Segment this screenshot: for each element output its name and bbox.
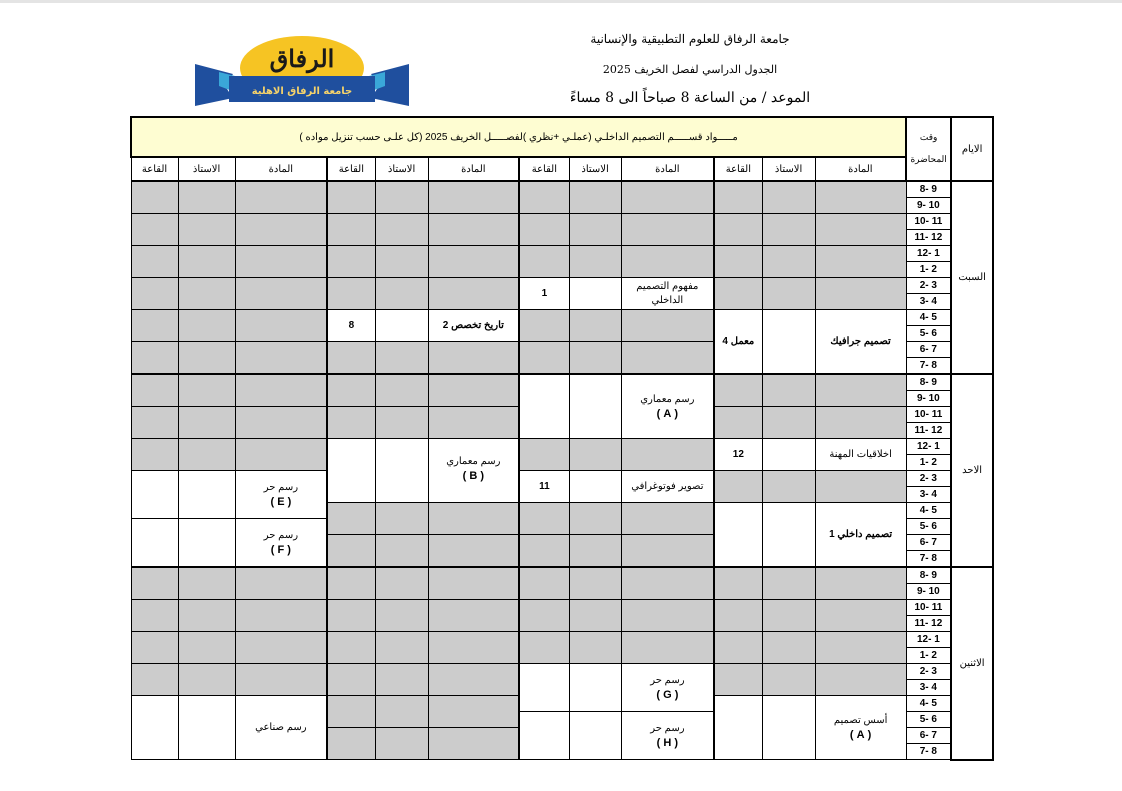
empty-cell (327, 632, 375, 664)
empty-cell (375, 407, 428, 439)
time-slot: 12 -11 (906, 423, 951, 439)
g1-subject-header: المادة (815, 157, 906, 181)
empty-cell (621, 632, 714, 664)
course-subject: تصميم داخلي 1 (815, 503, 906, 568)
empty-cell (327, 503, 375, 535)
course-teacher (569, 712, 621, 760)
course-room: معمل 4 (714, 310, 762, 375)
empty-cell (375, 503, 428, 535)
subject-name: رسم حر (650, 722, 685, 734)
course-room (131, 471, 178, 519)
course-teacher (569, 664, 621, 712)
section-label: ( B ) (462, 470, 485, 482)
time-slot: 11 -10 (906, 600, 951, 616)
time-slot: 1 -12 (906, 246, 951, 262)
empty-cell (375, 728, 428, 760)
table-title: مـــــواد قســـــم التصميم الداخلـي (عملـي +نظري )لفصـــــل الخريف 2025 (كل علـى حسب تنزيل مواده ) (131, 117, 906, 157)
days-column-header: الايام (951, 117, 993, 181)
empty-cell (621, 310, 714, 342)
logo-subtitle: جامعة الرفاق الاهلية (251, 86, 353, 97)
g3-subject-header: المادة (428, 157, 519, 181)
course-teacher (762, 310, 815, 375)
empty-cell (428, 374, 519, 407)
empty-cell (762, 600, 815, 632)
empty-cell (131, 374, 178, 407)
empty-cell (762, 407, 815, 439)
logo-title: الرفاق (269, 44, 335, 73)
empty-cell (428, 535, 519, 568)
course-subject: مفهوم التصميم الداخلي (621, 278, 714, 310)
course-teacher (762, 503, 815, 568)
empty-cell (519, 439, 569, 471)
course-subject: تصوير فوتوغرافي (621, 471, 714, 503)
g4-subject-header: المادة (235, 157, 327, 181)
empty-cell (131, 214, 178, 246)
subject-name: أسس تصميم (833, 714, 888, 726)
empty-cell (519, 600, 569, 632)
empty-cell (428, 632, 519, 664)
course-subject (621, 664, 714, 712)
course-room (131, 696, 178, 760)
empty-cell (519, 246, 569, 278)
time-slot: 10 -9 (906, 198, 951, 214)
empty-cell (714, 374, 762, 407)
course-subject (815, 696, 906, 760)
time-slot: 2 -1 (906, 648, 951, 664)
time-slot: 9 -8 (906, 374, 951, 391)
time-slot: 9 -8 (906, 567, 951, 584)
time-slot: 5 -4 (906, 503, 951, 519)
empty-cell (714, 214, 762, 246)
schedule-title: الجدول الدراسي لفصل الخريف 2025 (602, 63, 778, 76)
empty-cell (235, 214, 327, 246)
empty-cell (815, 246, 906, 278)
course-subject: اخلاقيات المهنة (815, 439, 906, 471)
empty-cell (714, 278, 762, 310)
empty-cell (235, 342, 327, 375)
subject-name: رسم حر (650, 674, 685, 686)
empty-cell (178, 632, 235, 664)
time-slot: 6 -5 (906, 712, 951, 728)
empty-cell (178, 439, 235, 471)
empty-cell (428, 728, 519, 760)
course-room (714, 503, 762, 568)
course-subject (621, 712, 714, 760)
empty-cell (375, 632, 428, 664)
empty-cell (519, 214, 569, 246)
subject-name: رسم معماري (640, 393, 695, 405)
empty-cell (428, 407, 519, 439)
time-slot: 10 -9 (906, 391, 951, 407)
empty-cell (327, 600, 375, 632)
empty-cell (375, 535, 428, 568)
course-subject: رسم صناعي (235, 696, 327, 760)
empty-cell (519, 342, 569, 375)
empty-cell (762, 181, 815, 214)
university-name: جامعة الرفاق للعلوم التطبيقية والإنسانية (590, 32, 790, 46)
empty-cell (327, 342, 375, 375)
time-slot: 1 -12 (906, 439, 951, 455)
empty-cell (327, 696, 375, 728)
empty-cell (327, 407, 375, 439)
empty-cell (327, 664, 375, 696)
empty-cell (714, 246, 762, 278)
course-teacher (569, 374, 621, 439)
empty-cell (762, 471, 815, 503)
course-room: 11 (519, 471, 569, 503)
empty-cell (519, 181, 569, 214)
course-teacher (178, 519, 235, 568)
empty-cell (714, 600, 762, 632)
section-label: ( A ) (849, 728, 872, 741)
time-slot: 4 -3 (906, 680, 951, 696)
empty-cell (428, 696, 519, 728)
empty-cell (131, 246, 178, 278)
empty-cell (621, 181, 714, 214)
empty-cell (235, 181, 327, 214)
empty-cell (327, 278, 375, 310)
course-teacher (375, 310, 428, 342)
empty-cell (762, 374, 815, 407)
time-slot: 2 -1 (906, 455, 951, 471)
empty-cell (178, 181, 235, 214)
empty-cell (519, 535, 569, 568)
time-slot: 5 -4 (906, 310, 951, 326)
empty-cell (714, 407, 762, 439)
empty-cell (762, 214, 815, 246)
empty-cell (428, 567, 519, 600)
empty-cell (178, 600, 235, 632)
course-teacher (569, 278, 621, 310)
time-slot: 7 -6 (906, 342, 951, 358)
time-slot: 3 -2 (906, 278, 951, 294)
empty-cell (235, 567, 327, 600)
g3-teacher-header: الاستاذ (375, 157, 428, 181)
course-room (327, 439, 375, 503)
course-room (519, 374, 569, 439)
empty-cell (762, 664, 815, 696)
g2-subject-header: المادة (621, 157, 714, 181)
empty-cell (762, 567, 815, 600)
course-subject: تاريخ تخصص 2 (428, 310, 519, 342)
course-teacher (178, 471, 235, 519)
day-saturday: السبت (951, 181, 993, 374)
section-label: ( G ) (656, 688, 679, 701)
empty-cell (519, 632, 569, 664)
g2-room-header: القاعة (519, 157, 569, 181)
empty-cell (519, 503, 569, 535)
empty-cell (235, 439, 327, 471)
empty-cell (327, 535, 375, 568)
course-room (519, 664, 569, 712)
schedule-table (130, 116, 994, 761)
empty-cell (815, 374, 906, 407)
empty-cell (714, 181, 762, 214)
time-slot: 2 -1 (906, 262, 951, 278)
empty-cell (569, 342, 621, 375)
empty-cell (327, 728, 375, 760)
empty-cell (569, 600, 621, 632)
empty-cell (569, 535, 621, 568)
time-slot: 8 -7 (906, 744, 951, 760)
time-slot: 11 -10 (906, 214, 951, 230)
day-sunday: الاحد (951, 374, 993, 567)
empty-cell (235, 600, 327, 632)
empty-cell (327, 246, 375, 278)
subject-name: رسم حر (263, 529, 299, 541)
course-teacher (762, 696, 815, 760)
course-room (714, 696, 762, 760)
course-room: 12 (714, 439, 762, 471)
empty-cell (327, 374, 375, 407)
empty-cell (375, 696, 428, 728)
empty-cell (815, 632, 906, 664)
empty-cell (428, 246, 519, 278)
empty-cell (327, 181, 375, 214)
schedule-timing: الموعد / من الساعة 8 صباحاً الى 8 مساءً (569, 90, 811, 106)
empty-cell (375, 567, 428, 600)
empty-cell (621, 342, 714, 375)
empty-cell (327, 214, 375, 246)
time-slot: 8 -7 (906, 358, 951, 375)
empty-cell (375, 600, 428, 632)
empty-cell (131, 600, 178, 632)
time-slot: 6 -5 (906, 519, 951, 535)
empty-cell (428, 181, 519, 214)
time-slot: 9 -8 (906, 181, 951, 198)
empty-cell (375, 181, 428, 214)
empty-cell (714, 664, 762, 696)
empty-cell (131, 181, 178, 214)
empty-cell (714, 471, 762, 503)
time-slot: 7 -6 (906, 535, 951, 551)
section-label: ( E ) (270, 495, 292, 508)
time-slot: 12 -11 (906, 230, 951, 246)
empty-cell (235, 407, 327, 439)
section-label: ( A ) (656, 407, 679, 420)
course-teacher (178, 696, 235, 760)
empty-cell (375, 246, 428, 278)
time-slot: 11 -10 (906, 407, 951, 423)
empty-cell (375, 664, 428, 696)
subject-name: رسم معماري (446, 456, 501, 467)
empty-cell (714, 567, 762, 600)
empty-cell (569, 503, 621, 535)
empty-cell (375, 214, 428, 246)
empty-cell (428, 503, 519, 535)
empty-cell (235, 246, 327, 278)
time-slot: 7 -6 (906, 728, 951, 744)
logo-graphic (195, 34, 409, 106)
empty-cell (178, 567, 235, 600)
empty-cell (178, 664, 235, 696)
time-slot: 10 -9 (906, 584, 951, 600)
university-logo (195, 34, 409, 106)
course-teacher (375, 439, 428, 503)
empty-cell (569, 310, 621, 342)
empty-cell (621, 503, 714, 535)
course-room (131, 519, 178, 568)
section-label: ( H ) (656, 736, 679, 749)
empty-cell (815, 181, 906, 214)
course-subject: تصميم جرافيك (815, 310, 906, 375)
empty-cell (519, 567, 569, 600)
empty-cell (375, 342, 428, 375)
course-teacher (569, 471, 621, 503)
course-room (519, 712, 569, 760)
empty-cell (815, 278, 906, 310)
empty-cell (621, 246, 714, 278)
empty-cell (569, 246, 621, 278)
empty-cell (762, 632, 815, 664)
course-subject (235, 471, 327, 519)
empty-cell (428, 214, 519, 246)
time-slot: 1 -12 (906, 632, 951, 648)
empty-cell (178, 407, 235, 439)
empty-cell (621, 600, 714, 632)
empty-cell (178, 310, 235, 342)
time-slot: 3 -2 (906, 664, 951, 680)
empty-cell (235, 310, 327, 342)
empty-cell (815, 664, 906, 696)
empty-cell (235, 374, 327, 407)
course-room: 1 (519, 278, 569, 310)
empty-cell (178, 278, 235, 310)
empty-cell (375, 278, 428, 310)
empty-cell (428, 664, 519, 696)
empty-cell (569, 439, 621, 471)
empty-cell (131, 632, 178, 664)
empty-cell (178, 214, 235, 246)
empty-cell (569, 214, 621, 246)
g1-room-header: القاعة (714, 157, 762, 181)
section-label: ( F ) (270, 543, 291, 556)
empty-cell (428, 278, 519, 310)
empty-cell (131, 278, 178, 310)
empty-cell (428, 600, 519, 632)
empty-cell (621, 439, 714, 471)
empty-cell (621, 214, 714, 246)
empty-cell (178, 374, 235, 407)
time-slot: 4 -3 (906, 487, 951, 503)
empty-cell (569, 632, 621, 664)
course-subject (428, 439, 519, 503)
time-slot: 4 -3 (906, 294, 951, 310)
course-subject (621, 374, 714, 439)
empty-cell (815, 214, 906, 246)
empty-cell (235, 664, 327, 696)
empty-cell (762, 246, 815, 278)
empty-cell (178, 246, 235, 278)
time-slot: 8 -7 (906, 551, 951, 568)
empty-cell (327, 567, 375, 600)
time-slot: 5 -4 (906, 696, 951, 712)
empty-cell (815, 407, 906, 439)
g3-room-header: القاعة (327, 157, 375, 181)
empty-cell (815, 600, 906, 632)
empty-cell (428, 342, 519, 375)
g4-room-header: القاعة (131, 157, 178, 181)
course-teacher (762, 439, 815, 471)
empty-cell (621, 567, 714, 600)
empty-cell (762, 278, 815, 310)
empty-cell (815, 567, 906, 600)
time-slot: 3 -2 (906, 471, 951, 487)
course-room: 8 (327, 310, 375, 342)
empty-cell (375, 374, 428, 407)
empty-cell (621, 535, 714, 568)
g1-teacher-header: الاستاذ (762, 157, 815, 181)
g2-teacher-header: الاستاذ (569, 157, 621, 181)
empty-cell (131, 664, 178, 696)
g4-teacher-header: الاستاذ (178, 157, 235, 181)
day-monday: الاثنين (951, 567, 993, 760)
empty-cell (714, 632, 762, 664)
course-subject (235, 519, 327, 568)
time-slot: 6 -5 (906, 326, 951, 342)
empty-cell (131, 310, 178, 342)
time-slot: 12 -11 (906, 616, 951, 632)
empty-cell (131, 567, 178, 600)
empty-cell (235, 632, 327, 664)
empty-cell (569, 181, 621, 214)
subject-name: رسم حر (263, 481, 299, 493)
top-edge (0, 0, 1122, 3)
empty-cell (131, 439, 178, 471)
empty-cell (235, 278, 327, 310)
empty-cell (131, 407, 178, 439)
empty-cell (569, 567, 621, 600)
empty-cell (815, 471, 906, 503)
empty-cell (131, 342, 178, 375)
time-column-header: وقت المحاضرة (906, 117, 951, 181)
empty-cell (519, 310, 569, 342)
empty-cell (178, 342, 235, 375)
